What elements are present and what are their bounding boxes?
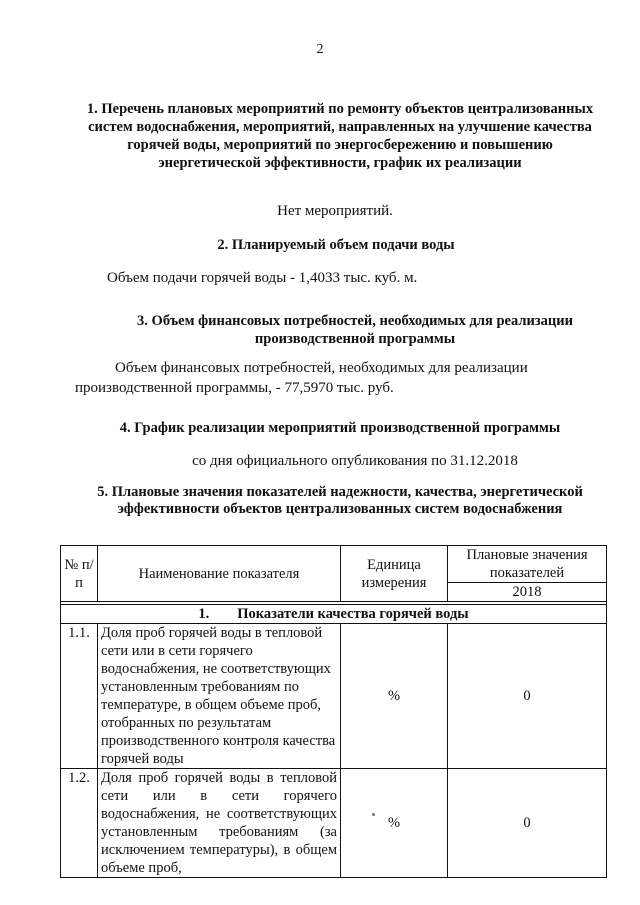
- table-row: [61, 624, 607, 769]
- group-1-title: Показатели качества горячей воды: [237, 606, 469, 622]
- section-3-text: Объем финансовых потребностей, необходимых для реализации производственной программы, - 77,5970 тыс. руб.: [75, 360, 528, 396]
- section-5-title: 5. Плановые значения показателей надежности, качества, энергетической эффективности объектов централизованных систем водоснабжения: [97, 484, 583, 517]
- table-row: [61, 769, 607, 878]
- row-2-name: Доля проб горячей воды в тепловой сети или в сети горячего водоснабжения, не соответствующих установленным требованиям (за исключением температуры), в общем объеме проб,: [98, 769, 341, 878]
- row-2-unit: %: [341, 769, 448, 878]
- scan-dot: [372, 813, 375, 816]
- table-header-row: [61, 546, 607, 583]
- section-3-title: 3. Объем финансовых потребностей, необходимых для реализации производственной программы: [137, 313, 573, 347]
- section-4-title: 4. График реализации мероприятий производственной программы: [119, 420, 561, 436]
- header-unit: Единица измерения: [341, 546, 448, 602]
- section-2-title: 2. Планируемый объем подачи воды: [217, 237, 455, 253]
- row-2-num: 1.2.: [61, 769, 98, 878]
- section-4-text: со дня официального опубликования по 31.12.2018: [192, 453, 518, 469]
- group-1-num: 1.: [198, 606, 210, 622]
- header-num: № п/п: [61, 546, 98, 602]
- section-1-title: 1. Перечень плановых мероприятий по ремонту объектов централизованных систем водоснабжения, мероприятий, направленных на улучшение качества горячей воды, мероприятий по энергосбережению и повышению энергетической эффективности, график их реализации: [86, 101, 594, 171]
- header-planned: Плановые значения показателей: [448, 546, 607, 583]
- header-year: 2018: [448, 583, 607, 602]
- row-1-unit: %: [341, 624, 448, 769]
- section-1-text: Нет мероприятий.: [277, 203, 393, 219]
- group-1-cell: [61, 605, 607, 624]
- table-group-row: [61, 605, 607, 624]
- indicators-table: [60, 545, 607, 878]
- row-1-value: 0: [448, 624, 607, 769]
- header-name: Наименование показателя: [98, 546, 341, 602]
- row-1-num: 1.1.: [61, 624, 98, 769]
- row-2-value: 0: [448, 769, 607, 878]
- section-2-text: Объем подачи горячей воды - 1,4033 тыс. куб. м.: [107, 270, 418, 286]
- row-1-name: Доля проб горячей воды в тепловой сети или в сети горячего водоснабжения, не соответствующих установленным требованиям по температуре, в общем объеме проб, отобранных по результатам производственного контроля качества горячей воды: [98, 624, 341, 769]
- page-number: 2: [316, 42, 324, 57]
